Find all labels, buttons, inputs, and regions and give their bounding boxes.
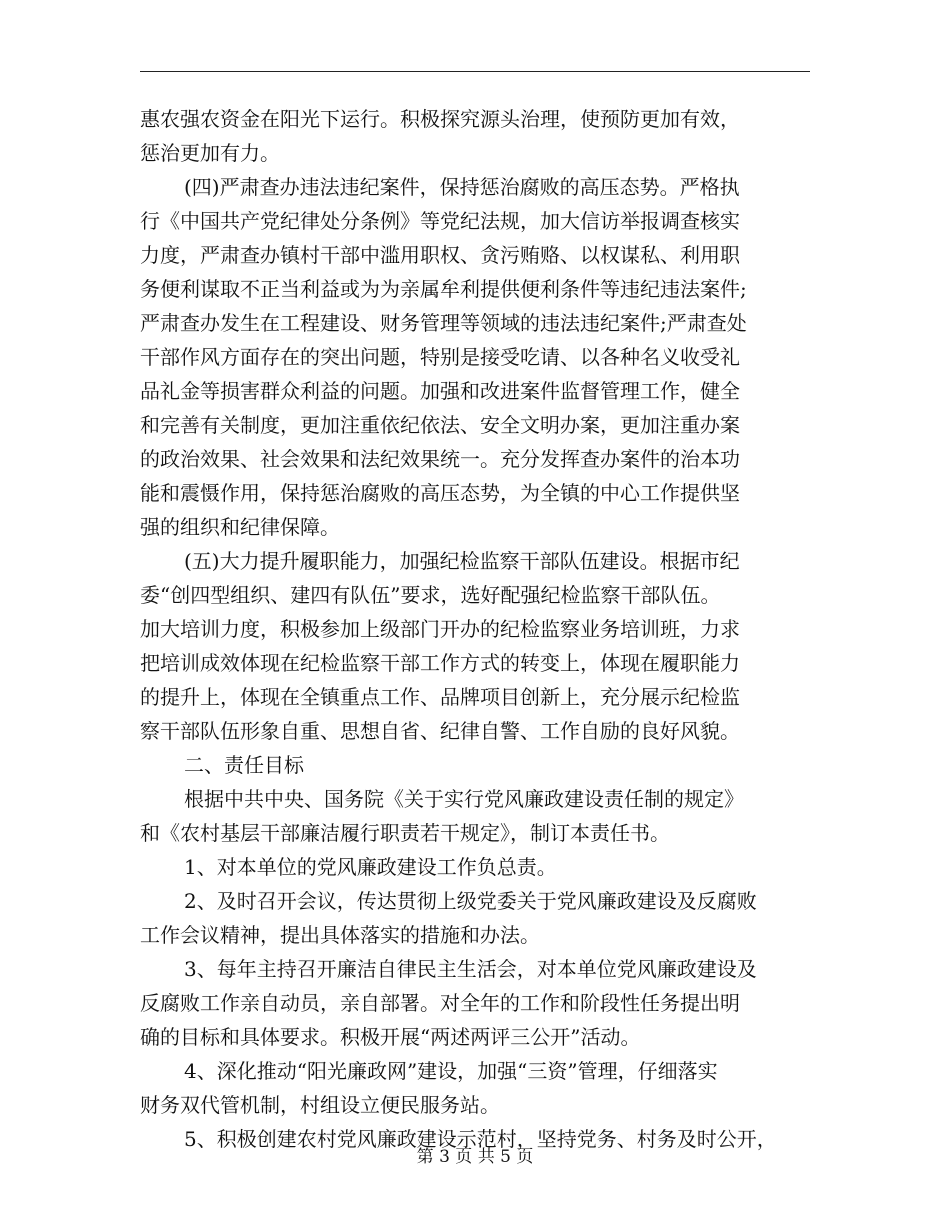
text-line: 行《中国共产党纪律处分条例》等党纪法规，加大信访举报调查核实: [140, 209, 740, 233]
text-line: 和《农村基层干部廉洁履行职责若干规定》，制订本责任书。: [140, 821, 670, 845]
header-rule: [140, 71, 810, 72]
text-line: 务便利谋取不正当利益或为为亲属牟利提供便利条件等违纪违法案件;: [140, 277, 747, 301]
text-line: 3、每年主持召开廉洁自律民主生活会，对本单位党风廉政建设及: [184, 957, 757, 981]
text-line: 4、深化推动“阳光廉政网”建设，加强“三资”管理，仔细落实: [184, 1059, 718, 1083]
text-line: 根据中共中央、国务院《关于实行党风廉政建设责任制的规定》: [184, 787, 744, 811]
text-line: (四)严肃查办违法违纪案件，保持惩治腐败的高压态势。严格执: [184, 175, 740, 199]
text-line: 的政治效果、社会效果和法纪效果统一。充分发挥查办案件的治本功: [140, 447, 740, 471]
text-line: 5、积极创建农村党风廉政建设示范村，坚持党务、村务及时公开，: [184, 1127, 777, 1151]
text-line: 把培训成效体现在纪检监察干部工作方式的转变上，体现在履职能力: [140, 651, 740, 675]
text-line: 2、及时召开会议，传达贯彻上级党委关于党风廉政建设及反腐败: [184, 889, 757, 913]
text-line: 1、对本单位的党风廉政建设工作负总责。: [184, 855, 557, 879]
text-line: 委“创四型组织、建四有队伍”要求，选好配强纪检监察干部队伍。: [140, 583, 721, 607]
page-number: 第 3 页 共 5 页: [416, 1147, 534, 1167]
text-line: 严肃查办发生在工程建设、财务管理等领域的违法违纪案件;严肃查处: [140, 311, 747, 335]
text-line: 加大培训力度，积极参加上级部门开办的纪检监察业务培训班，力求: [140, 617, 740, 641]
text-line: 强的组织和纪律保障。: [140, 515, 340, 539]
text-line: 惩治更加有力。: [140, 141, 280, 165]
text-line: 和完善有关制度，更加注重依纪依法、安全文明办案，更加注重办案: [140, 413, 740, 437]
text-line: 能和震慑作用，保持惩治腐败的高压态势，为全镇的中心工作提供坚: [140, 481, 740, 505]
text-line: 干部作风方面存在的突出问题，特别是接受吃请、以各种名义收受礼: [140, 345, 740, 369]
text-line: 品礼金等损害群众利益的问题。加强和改进案件监督管理工作，健全: [140, 379, 740, 403]
text-line: 惠农强农资金在阳光下运行。积极探究源头治理，使预防更加有效，: [140, 107, 740, 131]
text-line: 确的目标和具体要求。积极开展“两述两评三公开”活动。: [140, 1025, 641, 1049]
text-line: 财务双代管机制，村组设立便民服务站。: [140, 1093, 500, 1117]
document-body: [140, 102, 810, 1156]
text-line: 工作会议精神，提出具体落实的措施和办法。: [140, 923, 540, 947]
text-line: 力度，严肃查办镇村干部中滥用职权、贪污贿赂、以权谋私、利用职: [140, 243, 740, 267]
text-line: 反腐败工作亲自动员，亲自部署。对全年的工作和阶段性任务提出明: [140, 991, 740, 1015]
text-line: 察干部队伍形象自重、思想自省、纪律自警、工作自励的良好风貌。: [140, 719, 740, 743]
text-line: 的提升上，体现在全镇重点工作、品牌项目创新上，充分展示纪检监: [140, 685, 740, 709]
text-line: (五)大力提升履职能力，加强纪检监察干部队伍建设。根据市纪: [184, 549, 740, 573]
text-line: 二、责任目标: [184, 753, 304, 777]
